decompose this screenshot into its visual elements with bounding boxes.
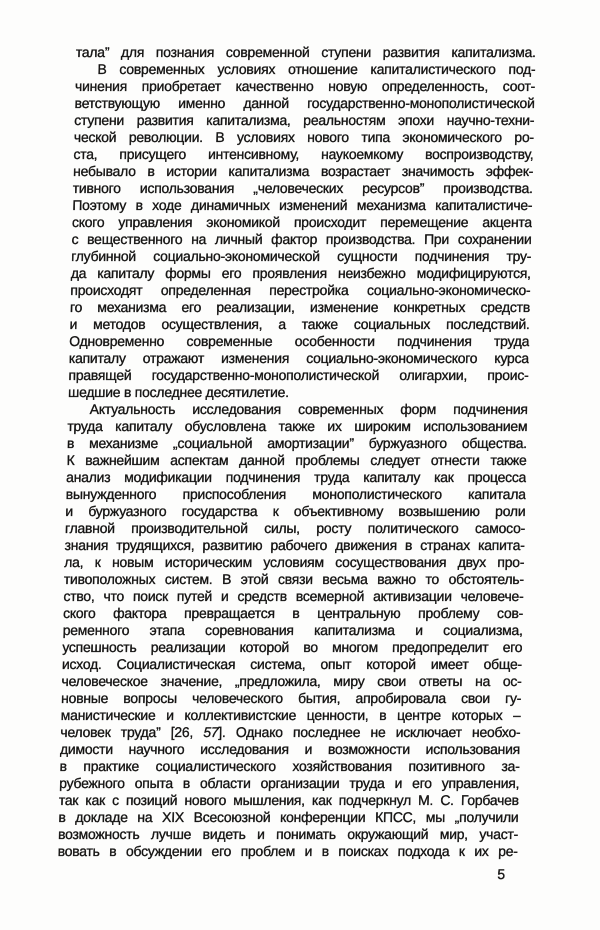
text-line: главной производительной силы, росту политического самосо- [64,520,526,536]
text-line: исход. Социалистическая система, опыт которой имеет обще- [61,656,523,672]
text-line: в докладе на XIX Всесоюзной конференции КПСС, мы „получили [58,809,519,825]
text-line: го механизма его реализации, изменение конкретных средств [69,299,531,315]
text-line: происходят определенная перестройка социально-экономическо- [70,282,531,298]
page-text [57,44,536,883]
text-line: К важнейшим аспектам данной проблемы следует отнести также [66,452,527,468]
text-line: ство, что поиск путей и средств всемерной активизации человече- [63,588,524,604]
text-line: тала” для познания современной ступени развития капитализма. [75,44,536,60]
text-line: манистические и коллективистские ценности, в центре которых – [60,707,521,723]
text-line: Актуальность исследования современных форм подчинения [89,401,528,417]
text-line: Одновременно современные особенности подчинения труда [69,333,530,349]
text-line: труда капиталу обусловлена также их широким использованием [67,418,528,434]
text-line: правящей государственно-монополистической олигархии, проис- [68,367,529,383]
text-line: ста, присущего интенсивному, наукоемкому воспроизводству, [73,146,534,162]
text-line: в механизме „социальной амортизации” буржуазного общества. [66,435,528,451]
text-line: ского фактора превращается в центральную проблему сов- [62,605,524,621]
text-line: с вещественного на личный фактор производства. При сохранении [71,231,532,247]
text-line: тивоположных систем. В этой связи весьма важно то обстоятель- [63,571,525,587]
text-line: ступени развития капитализма, реальностям эпохи научно-техни- [74,112,535,128]
text-line: ветствующую именно данной государственно-монополистической [74,95,535,111]
text-line: чинения приобретает качественно новую определенность, соот- [74,78,536,94]
text-line: возможность лучше видеть и понимать окружающий мир, участ- [57,826,519,842]
page-number: 5 [497,866,506,882]
text-line: вовать в обсуждении его проблем и в поисках подхода к их ре- [57,843,518,859]
text-line: и методов осуществления, а также социальных последствий. [69,316,530,332]
text-line: анализ модификации подчинения труда капиталу как процесса [65,469,527,485]
text-line: тивного использования „человеческих ресурсов” производства. [72,180,533,196]
text-line: ременного этапа соревнования капитализма и социализма, [62,622,523,638]
text-line: да капиталу формы его проявления неизбежно модифицируются, [70,265,531,281]
text-line: человек труда” [26, 57]. Однако последнее не исключает необхо- [60,724,521,740]
text-line: так как с позиций нового мышления, как подчеркнул М. С. Горбачев [58,792,520,808]
text-line: вынужденного приспособления монополистического капитала [65,486,526,502]
text-line: человеческое значение, „предложила, миру свои ответы на ос- [61,673,522,689]
text-line: знания трудящихся, развитию рабочего движения в странах капита- [64,537,525,553]
text-line: рубежного опыта в области организации труда и его управления, [59,775,520,791]
text-line: небывало в истории капитализма возрастает значимость эффек- [72,163,534,179]
text-line: димости научного исследования и возможности использования [59,741,521,757]
text-line: ского управления экономикой происходит перемещение акцента [71,214,533,230]
text-line: в практике социалистического хозяйствования позитивного за- [59,758,520,774]
text-line: и буржуазного государства к объективному возвышению роли [65,503,526,519]
text-line: ла, к новым историческим условиям сосуществования двух про- [64,554,525,570]
text-line: новные вопросы человеческого бытия, апробировала свои гу- [60,690,522,706]
text-line: шедшие в последнее десятилетие. [67,384,290,400]
text-line: капиталу отражают изменения социально-экономического курса [68,350,530,366]
text-line: ческой революции. В условиях нового типа экономического ро- [73,129,535,145]
text-line: В современных условиях отношение капиталистического под- [97,61,536,77]
text-line: успешность реализации которой во многом предопределит его [62,639,523,655]
text-line: Поэтому в ходе динамичных изменений механизма капиталистиче- [72,197,533,213]
text-line: глубинной социально-экономической сущности подчинения тру- [71,248,532,264]
